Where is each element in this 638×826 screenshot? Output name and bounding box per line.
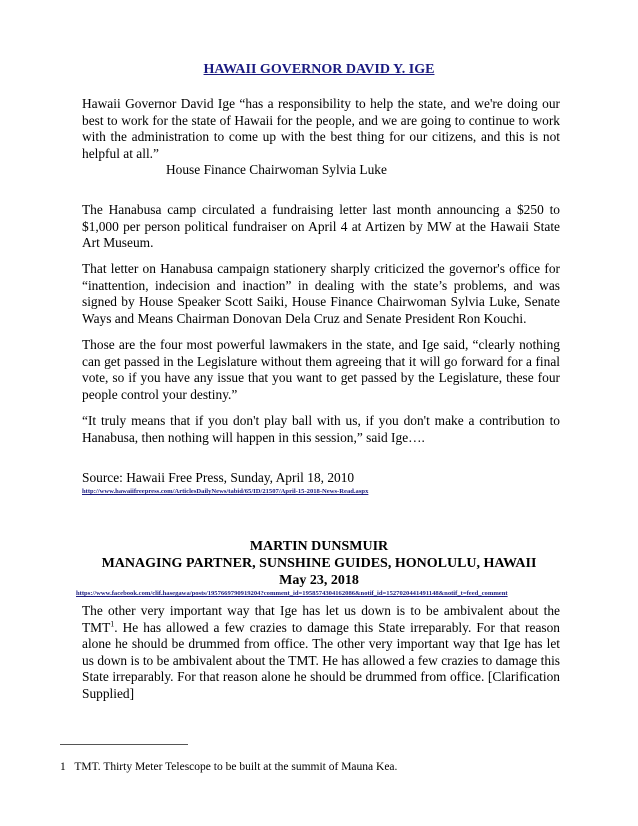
governor-quote: Hawaii Governor David Ige “has a responsibility to help the state, and we're doing our best to work for the state of Hawaii for the people, and we are going to continue to work with the administration to come up with the best thing for our citizens, and this is not helpful at all.” [82, 96, 560, 161]
footnote-text: TMT. Thirty Meter Telescope to be built at the summit of Mauna Kea. [74, 761, 398, 773]
paragraph-letter: That letter on Hanabusa campaign stationery sharply criticized the governor's office for “inattention, indecision and inaction” in dealing with the state’s problems, and was signed by House Speaker Scott Saiki, House Finance Chairwoman Sylvia Luke, Senate Ways and Means Chairman Donovan Dela Cruz and Senate President Ron Kouchi. [82, 261, 560, 326]
author-role: MANAGING PARTNER, SUNSHINE GUIDES, HONOLULU, HAWAII [101, 556, 537, 571]
comment-text-start: The other very important way that Ige has let us down is to be ambivalent about the TMT [82, 603, 560, 635]
facebook-link[interactable]: https://www.facebook.com/clif.hasegawa/posts/1957669790919204?comment_id=1958574304162086&notif_id=1527020441491148&notif_t=feed_comment [76, 590, 508, 597]
footnote-number: 1 [60, 761, 66, 773]
source-link[interactable]: http://www.hawaiifreepress.com/ArticlesDailyNews/tabid/65/ID/21507/April-15-2018-News-Read.aspx [82, 488, 369, 495]
paragraph-play-ball: “It truly means that if you don't play ball with us, if you don't make a contribution to Hanabusa, then nothing will happen in this session,” said Ige…. [82, 413, 560, 445]
post-date: May 23, 2018 [279, 573, 359, 588]
footnote-reference[interactable]: 1 [110, 619, 115, 629]
footnote-divider [60, 744, 188, 745]
quote-attribution: House Finance Chairwoman Sylvia Luke [166, 162, 387, 177]
footnote [60, 760, 397, 774]
comment-text-rest: . He has allowed a few crazies to damage this State irreparably. For that reason alone he should be drummed from office. The other very important way that Ige has let us down is to be ambivalent about the TMT. He has allowed a few crazies to damage this State irreparably. For that reason alone he should be drummed from office. [Clarification Supplied] [82, 619, 560, 701]
source-line: Source: Hawaii Free Press, Sunday, April 18, 2010 [82, 470, 355, 485]
paragraph-fundraiser: The Hanabusa camp circulated a fundraising letter last month announcing a $250 to $1,000 per person political fundraiser on April 4 at Artizen by MW at the Hawaii State Art Museum. [82, 202, 560, 250]
author-name: MARTIN DUNSMUIR [249, 539, 389, 554]
paragraph-lawmakers: Those are the four most powerful lawmakers in the state, and Ige said, “clearly nothing can get passed in the Legislature without them agreeing that it will go forward for a final vote, so if you have any issue that you want to get passed by the Legislature, these four people control your destiny.” [82, 337, 560, 402]
page-title: HAWAII GOVERNOR DAVID Y. IGE [203, 62, 435, 77]
dunsmuir-comment [82, 603, 560, 702]
